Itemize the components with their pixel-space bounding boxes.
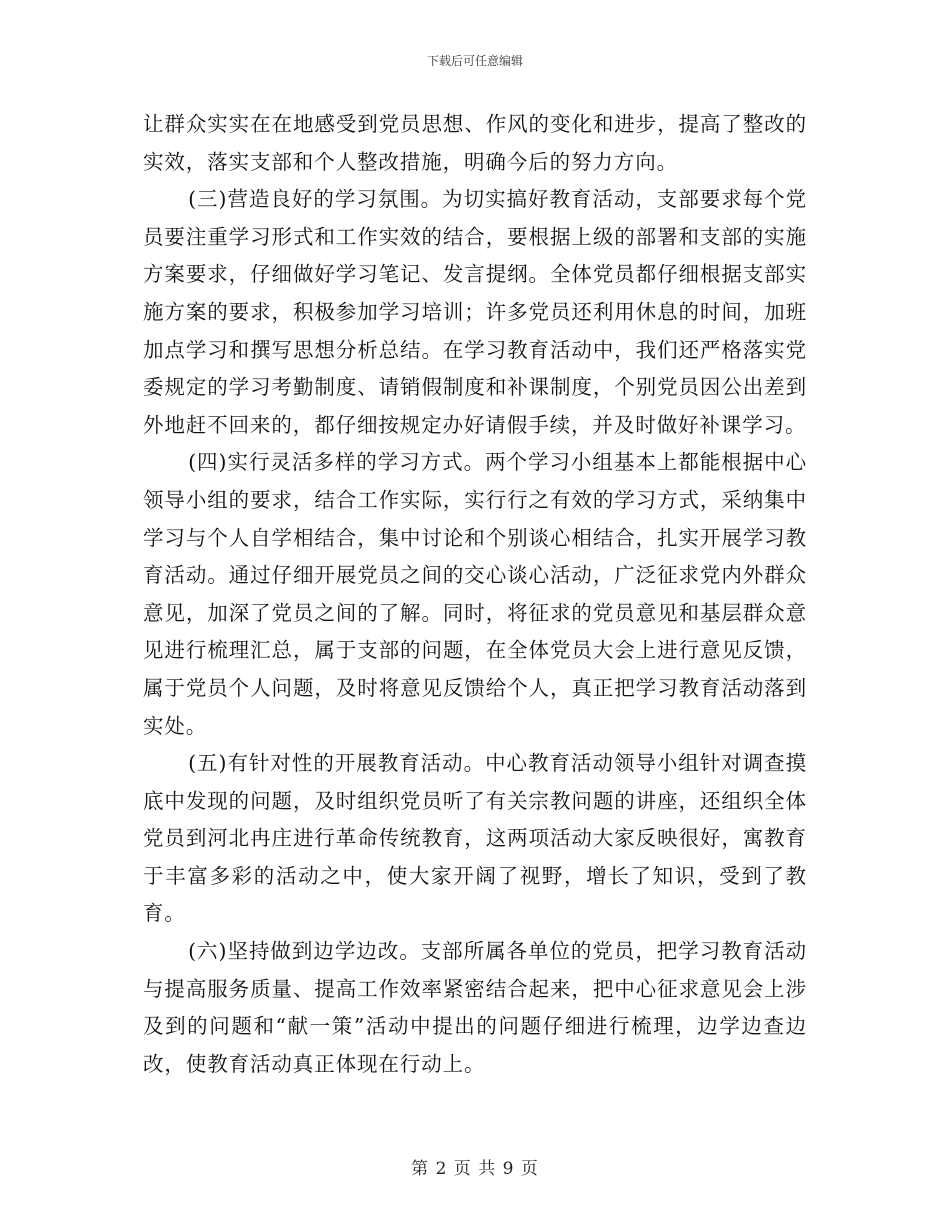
document-body [143, 106, 807, 1083]
paragraph-continuation: 让群众实实在在地感受到党员思想、作风的变化和进步，提高了整改的实效，落实支部和个人整改措施，明确今后的努力方向。 [143, 112, 807, 174]
paragraph-section-5: (五)有针对性的开展教育活动。中心教育活动领导小组针对调查摸底中发现的问题，及时组织党员听了有关宗教问题的讲座，还组织全体党员到河北冉庄进行革命传统教育，这两项活动大家反映很好，寓教育于丰富多彩的活动之中，使大家开阔了视野，增长了知识，受到了教育。 [143, 751, 807, 926]
paragraph-section-4: (四)实行灵活多样的学习方式。两个学习小组基本上都能根据中心领导小组的要求，结合工作实际，实行行之有效的学习方式，采纳集中学习与个人自学相结合，集中讨论和个别谈心相结合，扎实开展学习教育活动。通过仔细开展党员之间的交心谈心活动，广泛征求党内外群众意见，加深了党员之间的了解。同时，将征求的党员意见和基层群众意见进行梳理汇总，属于支部的问题，在全体党员大会上进行意见反馈，属于党员个人问题，及时将意见反馈给个人，真正把学习教育活动落到实处。 [143, 450, 807, 738]
page-number-footer: 第 2 页 共 9 页 [411, 1159, 539, 1179]
paragraph-section-6: (六)坚持做到边学边改。支部所属各单位的党员，把学习教育活动与提高服务质量、提高工作效率紧密结合起来，把中心征求意见会上涉及到的问题和“献一策”活动中提出的问题仔细进行梳理，边学边查边改，使教育活动真正体现在行动上。 [143, 939, 807, 1076]
paragraph-section-3: (三)营造良好的学习氛围。为切实搞好教育活动，支部要求每个党员要注重学习形式和工作实效的结合，要根据上级的部署和支部的实施方案要求，仔细做好学习笔记、发言提纲。全体党员都仔细根据支部实施方案的要求，积极参加学习培训；许多党员还利用休息的时间，加班加点学习和撰写思想分析总结。在学习教育活动中，我们还严格落实党委规定的学习考勤制度、请销假制度和补课制度，个别党员因公出差到外地赶不回来的，都仔细按规定办好请假手续，并及时做好补课学习。 [143, 187, 807, 437]
page-header: 下载后可任意编辑 [426, 54, 523, 68]
